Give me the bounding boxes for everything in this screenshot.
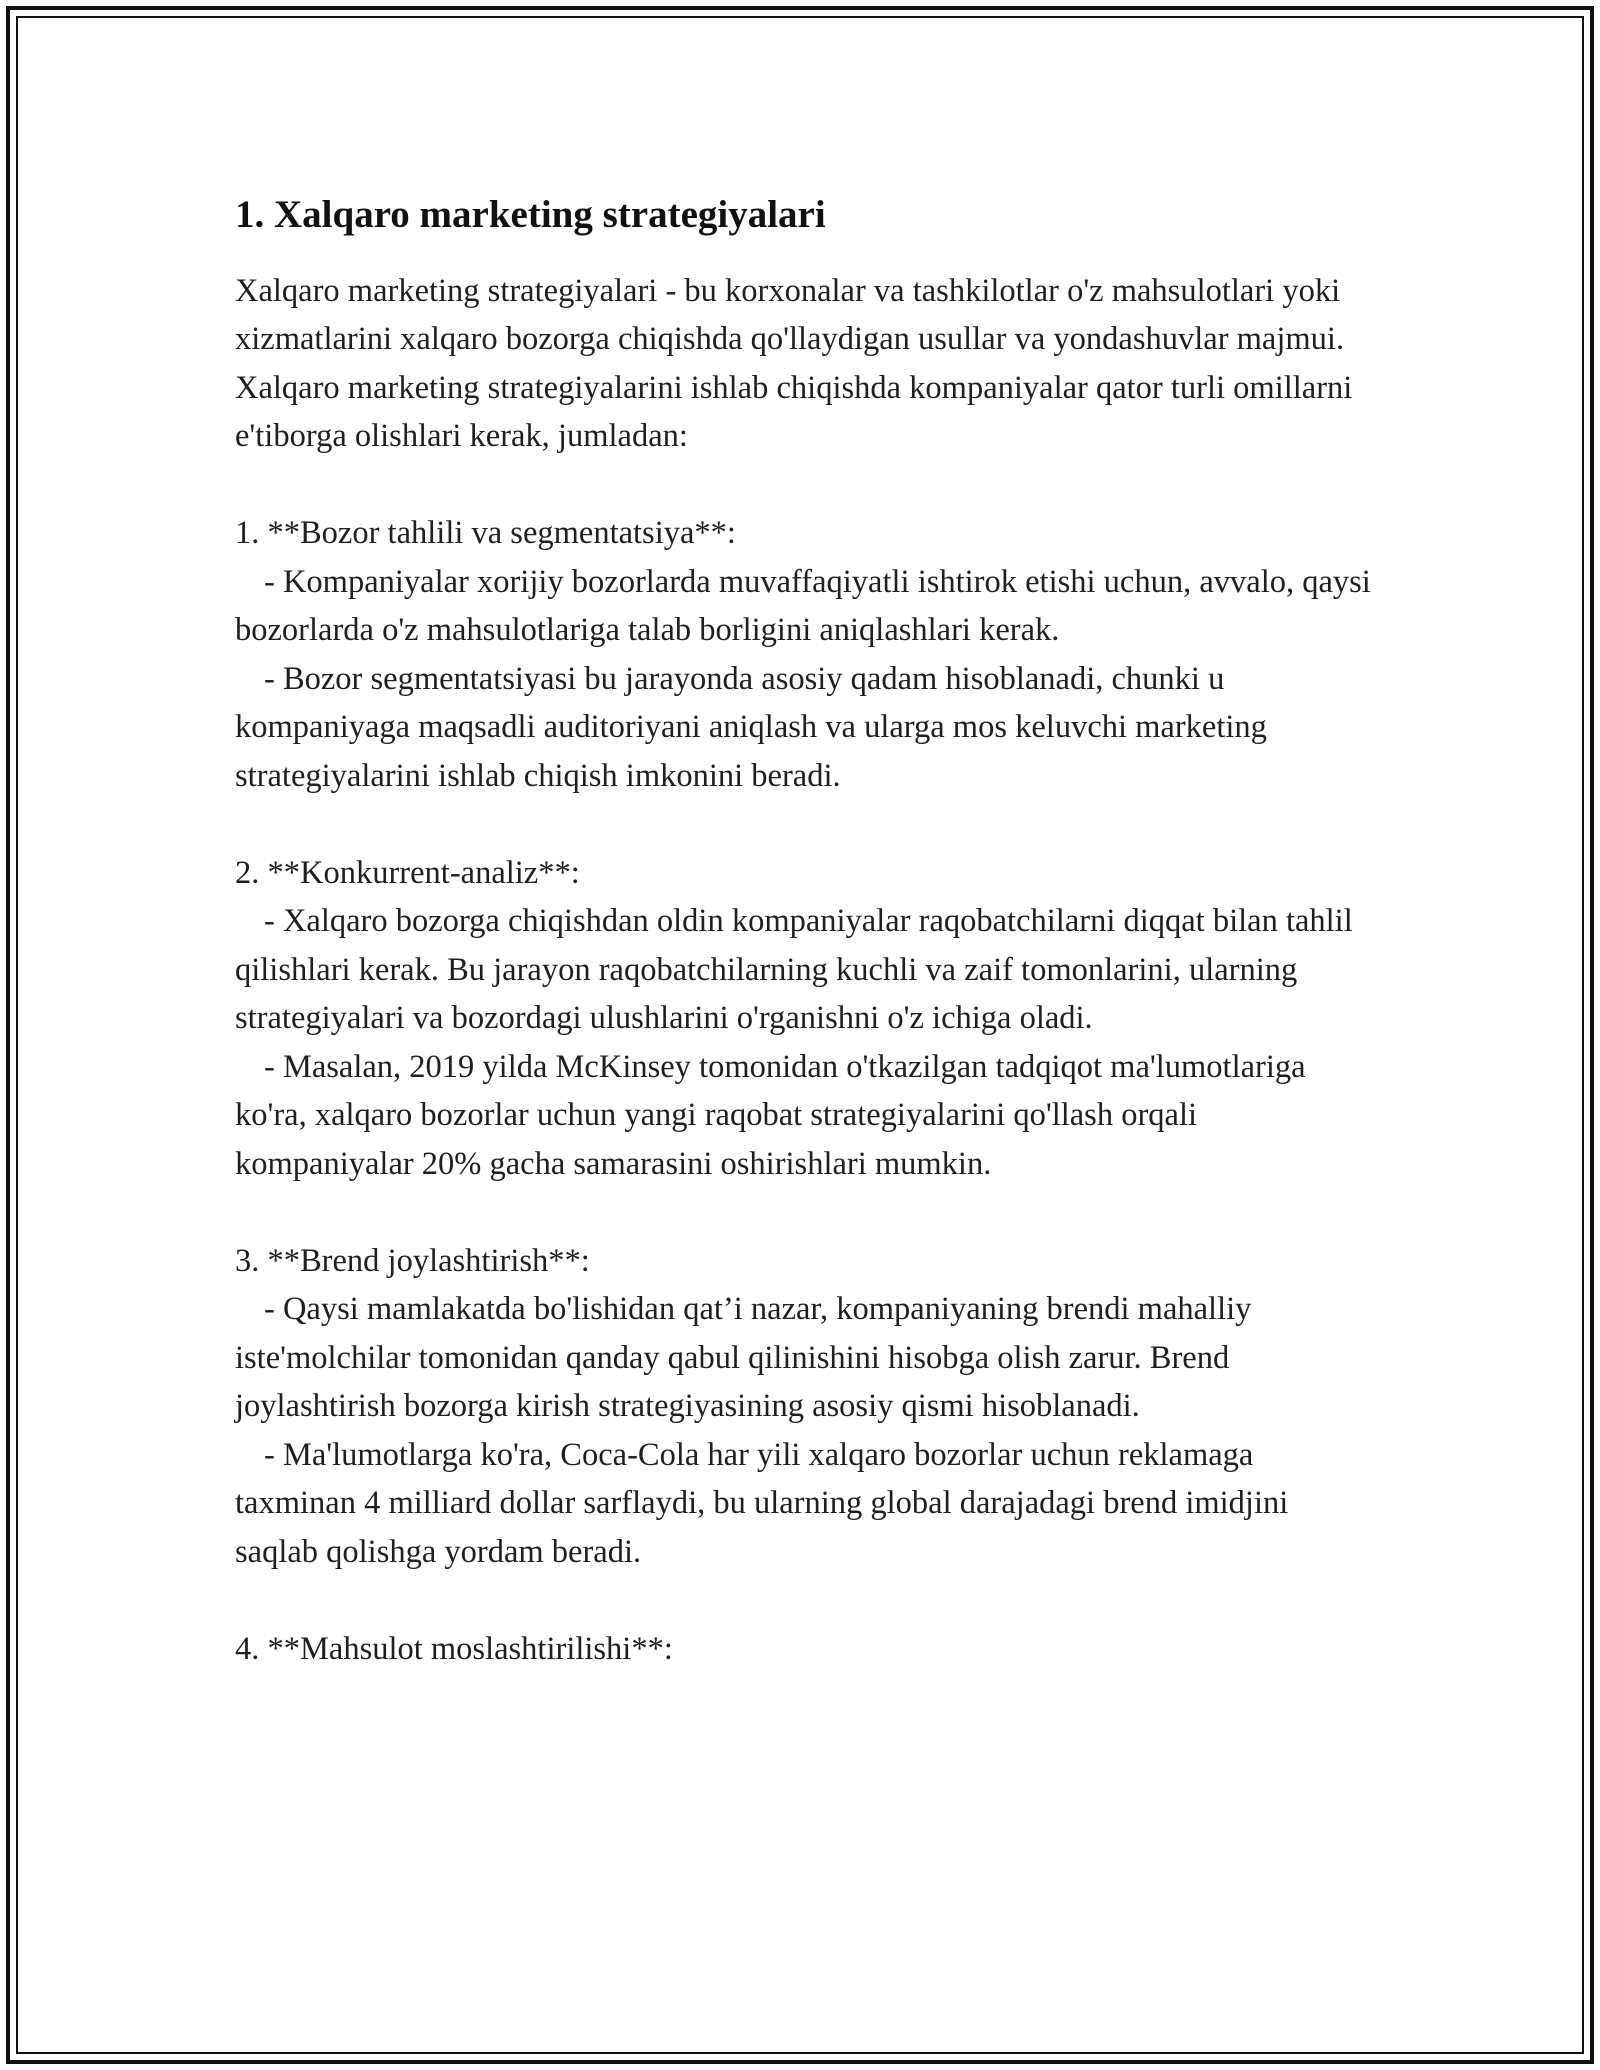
section-point: - Kompaniyalar xorijiy bozorlarda muvaffaqiyatli ishtirok etishi uchun, avvalo, qaysi bozorlarda o'z mahsulotlariga talab borligini aniqlashlari kerak. <box>235 563 1371 649</box>
section-point: - Bozor segmentatsiyasi bu jarayonda asosiy qadam hisoblanadi, chunki u kompaniyaga maqsadli auditoriyani aniqlash va ularga mos keluvchi marketing strategiyalarini ishlab chiqish imkonini beradi. <box>235 660 1267 794</box>
section-heading: 3. **Brend joylashtirish**: <box>235 1242 590 1279</box>
section-heading: 2. **Konkurrent-analiz**: <box>235 854 580 891</box>
spacer <box>235 461 1375 510</box>
section-heading: 1. **Bozor tahlili va segmentatsiya**: <box>235 515 736 552</box>
intro-paragraph: Xalqaro marketing strategiyalari - bu korxonalar va tashkilotlar o'z mahsulotlari yoki xizmatlarini xalqaro bozorga chiqishda qo'llaydigan usullar va yondashuvlar majmui. Xalqaro marketing strategiyalarini ishlab chiqishda kompaniyalar qator turli omillarni e'tiborga olishlari kerak, jumladan: <box>235 272 1353 455</box>
document-title: 1. Xalqaro marketing strategiyalari <box>235 193 826 236</box>
section-heading: 4. **Mahsulot moslashtirilishi**: <box>235 1630 673 1667</box>
section-point: - Ma'lumotlarga ko'ra, Coca-Cola har yili xalqaro bozorlar uchun reklamaga taxminan 4 milliard dollar sarflaydi, bu ularning global darajadagi brend imidjini saqlab qolishga yordam beradi. <box>235 1436 1289 1570</box>
spacer <box>235 1188 1375 1237</box>
section-point: - Qaysi mamlakatda bo'lishidan qat’i nazar, kompaniyaning brendi mahalliy iste'molchilar tomonidan qanday qabul qilinishini hisobga olish zarur. Brend joylashtirish bozorga kirish strategiyasining asosiy qismi hisoblanadi. <box>235 1291 1252 1425</box>
spacer <box>235 1576 1375 1625</box>
section-point: - Xalqaro bozorga chiqishdan oldin kompaniyalar raqobatchilarni diqqat bilan tahlil qilishlari kerak. Bu jarayon raqobatchilarning kuchli va zaif tomonlarini, ularning strategiyalari va bozordagi ulushlarini o'rganishni o'z ichiga oladi. <box>235 903 1353 1037</box>
document-page <box>235 180 1375 1673</box>
section-point: - Masalan, 2019 yilda McKinsey tomonidan o'tkazilgan tadqiqot ma'lumotlariga ko'ra, xalqaro bozorlar uchun yangi raqobat strategiyalarini qo'llash orqali kompaniyalar 20% gacha samarasini oshirishlari mumkin. <box>235 1048 1306 1182</box>
spacer <box>235 800 1375 849</box>
